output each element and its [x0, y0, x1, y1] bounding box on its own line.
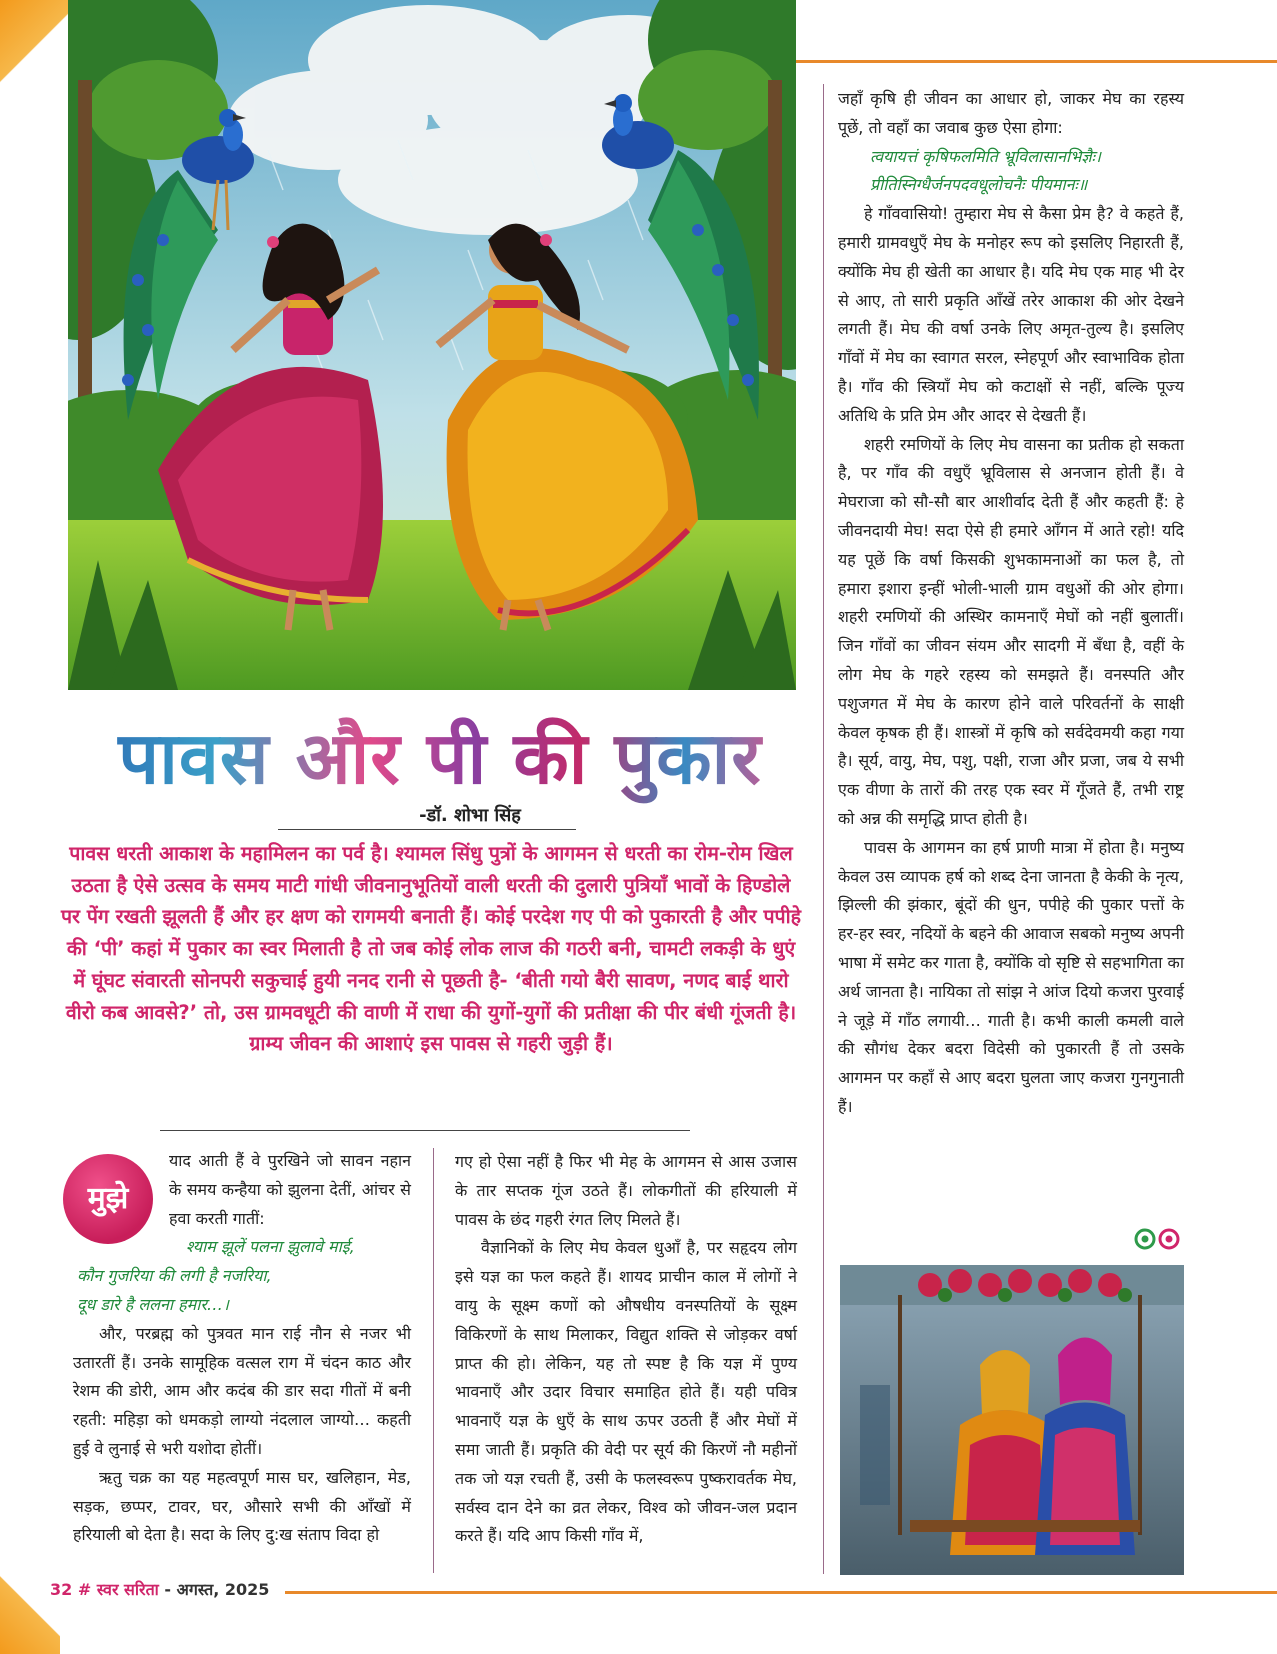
page-curl-top-left	[0, 0, 70, 110]
verse-line: दूध डारे है ललना हमार…।	[77, 1294, 229, 1314]
column-1-paragraph-3: ऋतु चक्र का यह महत्वपूर्ण मास घर, खलिहान, मेड, सड़क, छप्पर, टावर, घर, औसारे सभी की आँखों में हरियाली बो देता है। सदा के लिए दु:ख संताप विदा हो	[73, 1467, 411, 1545]
magazine-name: स्वर सरिता	[96, 1580, 159, 1599]
column-divider-middle	[433, 1148, 434, 1573]
verse-line: कौन गुजरिया की लगी है नजरिया,	[77, 1266, 272, 1286]
column-2-paragraph-2: वैज्ञानिकों के लिए मेघ केवल धुआँ है, पर सहृदय लोग इसे यज्ञ का फल कहते हैं। शायद प्राचीन काल में लोगों ने वायु के सूक्ष्म कणों को औषधीय वनस्पतियों के सूक्ष्म विकिरणों के साथ मिलाकर, विद्युत शक्ति से जोड़कर वर्षा प्राप्त की हो। लेकिन, यह तो स्पष्ट है कि यज्ञ में पुण्य भावनाएँ और उदार विचार समाहित होते हैं। यही पवित्र भावनाएँ यज्ञ के धुएँ के साथ ऊपर उठती हैं और मेघों में समा जाती हैं। प्रकृति की वेदी पर सूर्य की किरणें नौ महीनों तक जो यज्ञ रचती हैं, उसी के फलस्वरूप पुष्करावर्तक मेघ, सर्वस्व दान देने का व्रत लेकर, विश्व को जीवन-जल प्रदान करते हैं। यदि आप किसी गाँव में,	[455, 1238, 797, 1546]
column-3-paragraph-3: शहरी रमणियों के लिए मेघ वासना का प्रतीक हो सकता है, पर गाँव की वधुएँ भ्रूविलास से अनजान होती हैं। वे मेघराजा को सौ-सौ बार आशीर्वाद देती हैं और कहती हैं: हे जीवनदायी मेघ! सदा ऐसे ही हमारे आँगन में आते रहो! यदि यह पूछें कि वर्षा किसकी शुभकामनाओं का फल है, तो हमारा इशारा इन्हीं भोली-भाली ग्राम वधुओं की ओर होगा। शहरी रमणियों की अस्थिर कामनाएँ मेघों को नहीं बुलातीं। जिन गाँवों का जीवन संयम और सादगी में बँधा है, वहीं के लोग मेघ के गहरे रहस्य को समझते हैं। वनस्पति और पशुजगत में मेघ के कारण होने वाले परिवर्तनों के साक्षी केवल कृषक ही हैं। शास्त्रों में कृषि को सर्वदेवमयी कहा गया है। सूर्य, वायु, मेघ, पशु, पक्षी, राजा और प्रजा, जब ये सभी एक वीणा के तारों की तरह एक स्वर में गूँजते हैं, तभी राष्ट्र को अन्न की समृद्धि प्राप्त होती है।	[838, 434, 1184, 828]
bottom-accent-rule	[285, 1591, 1277, 1594]
author-byline: -डॉ. शोभा सिंह	[419, 805, 521, 826]
drop-cap-badge: मुझे	[63, 1154, 153, 1244]
footer-hash: #	[77, 1580, 92, 1599]
column-divider-right	[823, 84, 824, 1574]
issue-date: - अगस्त, 2025	[164, 1580, 270, 1599]
page-footer	[50, 1578, 269, 1600]
byline-divider	[278, 829, 576, 830]
sanskrit-verse-line: त्वयायत्तं कृषिफलमिति भ्रूविलासानभिज्ञैः।	[870, 146, 1101, 166]
intro-divider	[160, 1130, 690, 1131]
column-2	[455, 1148, 797, 1551]
column-2-paragraph-1: गए हो ऐसा नहीं है फिर भी मेह के आगमन से आस उजास के तार सप्तक गूंज उठते हैं। लोकगीतों की हरियाली में पावस के छंद गहरी रंगत लिए मिलते हैं।	[455, 1152, 797, 1229]
column-1-paragraph-2: और, परब्रह्म को पुत्रवत मान राई नौन से नजर भी उतारतीं हैं। उनके सामूहिक वत्सल राग में चंदन काठ और रेशम की डोरी, आम और कदंब की डार सदा गीतों में बनी रहती: महिड़ा को धमकड़ो लाग्यो नंदलाल जाग्यो… कहती हुई वे लुनाई से भरी यशोदा होतीं।	[73, 1323, 411, 1458]
column-3	[838, 85, 1184, 1122]
sanskrit-verse-line: प्रीतिस्निग्धैर्जनपदवधूलोचनैः पीयमानः॥	[870, 175, 1088, 195]
intro-paragraph: पावस धरती आकाश के महामिलन का पर्व है। श्यामल सिंधु पुत्रों के आगमन से धरती का रोम-रोम खिल उठता है ऐसे उत्सव के समय माटी गांधी जीवनानुभूतियों वाली धरती की दुलारी पुत्रियाँ भावों के हिण्डोले पर पेंग रखती झूलती हैं और हर क्षण को रागमयी बनाती हैं। कोई परदेश गए पी को पुकारती है और पपीहे की ‘पी’ कहां में पुकार का स्वर मिलाती है तो जब कोई लोक लाज की गठरी बनी, चामटी लकड़ी के धुएं में घूंघट संवारती सोनपरी सकुचाई हुयी ननद रानी से पूछती है- ‘बीती गयो बैरी सावण, नणद बाई थारो वीरो कब आवसे?’ तो, उस ग्रामवधूटी की वाणी में राधा की युगों-युगों की प्रतीक्षा की पीर बंधी गूंजती है। ग्राम्य जीवन की आशाएं इस पावस से गहरी जुड़ी हैं।	[60, 842, 802, 1056]
column-1-paragraph-1: याद आती हैं वे पुरखिने जो सावन नहान के समय कन्हैया को झुलना देतीं, आंचर से हवा करती गातीं:	[169, 1151, 411, 1228]
column-1	[73, 1147, 411, 1550]
column-3-paragraph-2: हे गाँववासियो! तुम्हारा मेघ से कैसा प्रेम है? वे कहते हैं, हमारी ग्रामवधुएँ मेघ के मनोहर रूप को इसलिए निहारती हैं, क्योंकि मेघ ही खेती का आधार है। यदि मेघ एक माह भी देर से आए, तो सारी प्रकृति आँखें तरेर आकाश की ओर देखने लगती हैं। मेघ की वर्षा उनके लिए अमृत-तुल्य है। इसलिए गाँवों में मेघ का स्वागत सरल, स्नेहपूर्ण और स्वाभाविक होता है। गाँव की स्त्रियाँ मेघ को कटाक्षों से नहीं, बल्कि पूज्य अतिथि के प्रति प्रेम और आदर से देखती हैं।	[838, 204, 1184, 425]
verse-line: श्याम झूलें पलना झुलावे माई,	[186, 1237, 355, 1257]
swing-photo	[840, 1265, 1184, 1575]
page-number: 32	[50, 1580, 73, 1599]
page-curl-bottom-left	[0, 1560, 60, 1654]
column-3-paragraph-4: पावस के आगमन का हर्ष प्राणी मात्रा में होता है। मनुष्य केवल उस व्यापक हर्ष को शब्द देना जानता है केकी के नृत्य, झिल्ली की झंकार, बूंदों की धुन, पपीहे की पुकार पत्तों के हर-हर स्वर, नदियों के बहने की आवाज सबको मनुष्य अपनी भाषा में समेट कर गाता है, क्योंकि वो सृष्टि से सहभागिता का अर्थ जानता है। नायिका तो सांझ ने आंज दियो कजरा पुरवाई ने जूड़े में गाँठ लगायी… गाती है। कभी काली कमली वाले की सौगंध देकर बदरा विदेसी को पुकारती हैं तो उसके आगमन पर कहाँ से आए बदरा घुलता जाए कजरा गुनगुनाती हैं।	[838, 837, 1184, 1116]
hero-illustration	[68, 0, 796, 690]
column-3-paragraph-1: जहाँ कृषि ही जीवन का आधार हो, जाकर मेघ का रहस्य पूछें, तो वहाँ का जवाब कुछ ऐसा होगा:	[838, 89, 1184, 137]
article-title: पावस और पी की पुकार	[90, 708, 790, 808]
end-mark-icon	[1134, 1228, 1182, 1250]
top-accent-rule	[794, 60, 1277, 63]
